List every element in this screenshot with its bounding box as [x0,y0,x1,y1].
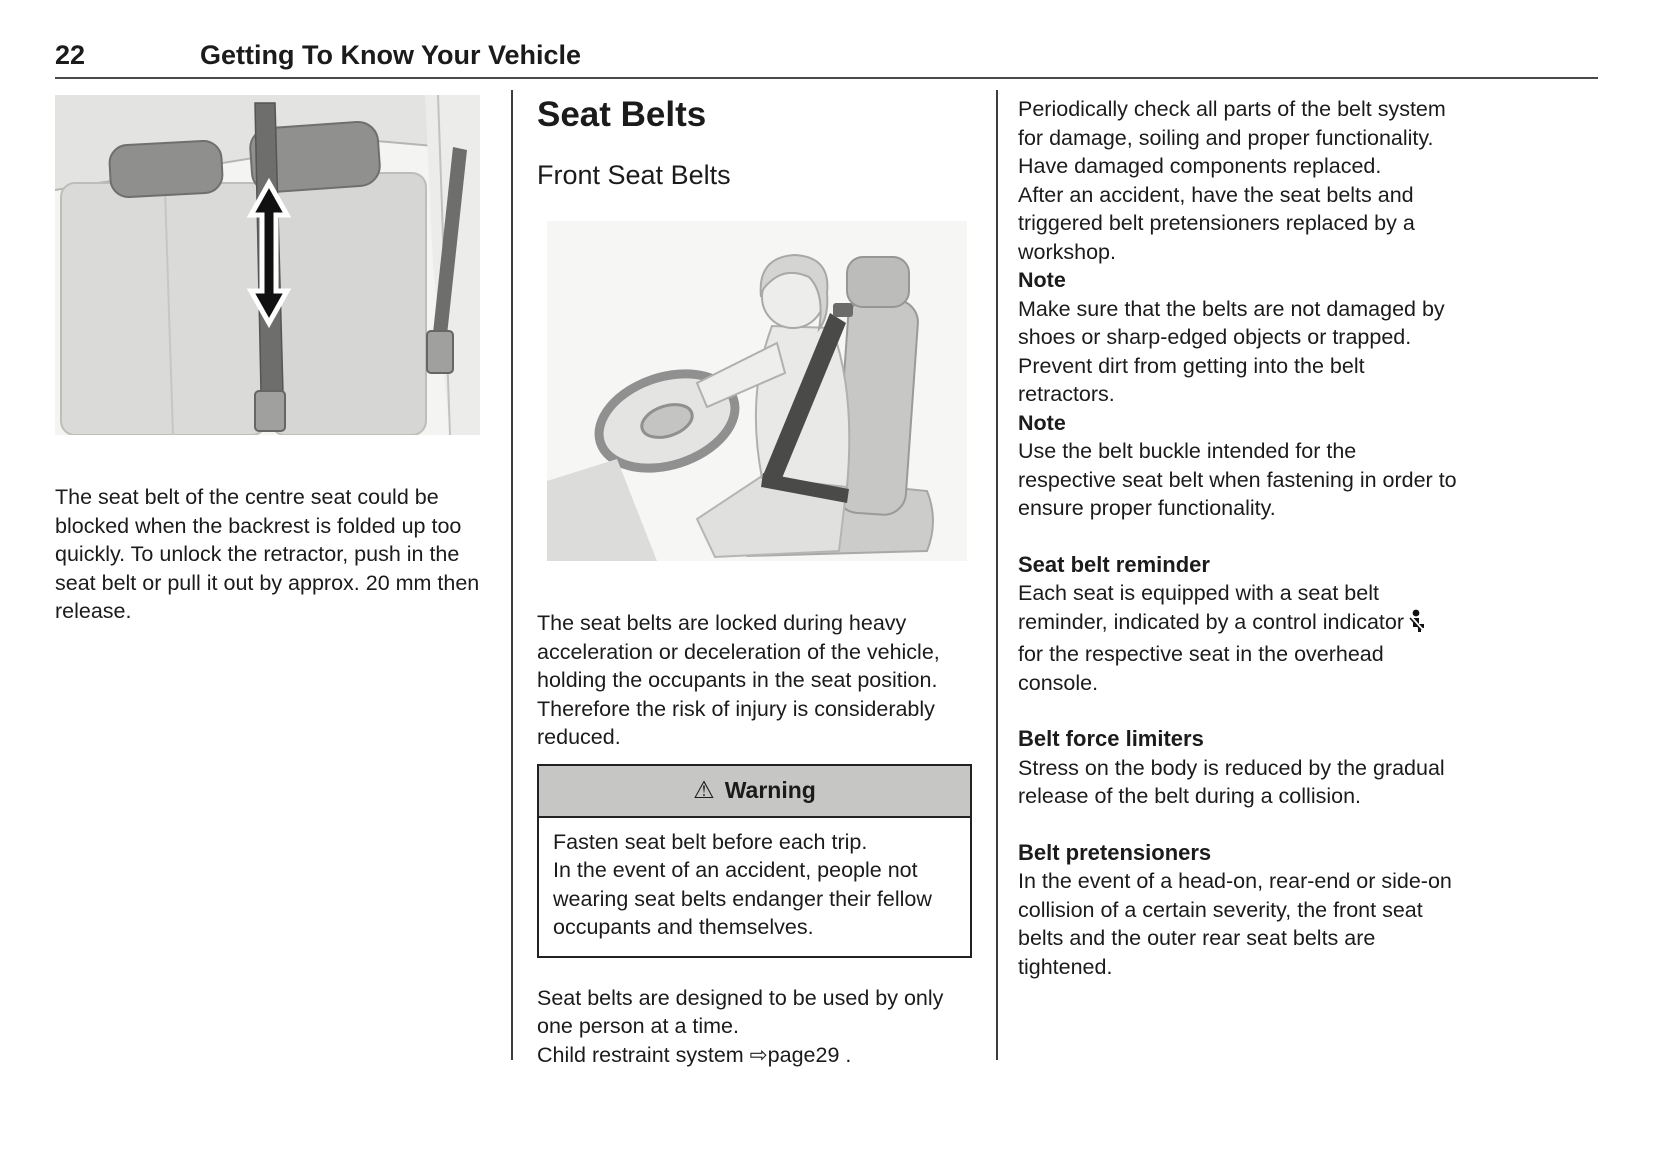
warning-header [539,766,970,818]
child-restraint-reference[interactable]: Child restraint system ⇨page29 . [537,1042,852,1067]
middle-column [537,95,972,1069]
belt-force-limiters-paragraph: Stress on the body is reduced by the gradual release of the belt during a collision. [1018,755,1445,808]
warning-body [539,818,970,956]
reminder-text-before: Each seat is equipped with a seat belt reminder, indicated by a control indicator [1018,581,1405,634]
warning-title: Warning [724,777,816,803]
belt-pretensioners-paragraph: In the event of a head-on, rear-end or side-on collision of a certain severity, the front seat belts and the outer rear seat belts are tightened. [1018,869,1452,979]
warning-line: In the event of an accident, people not wearing seat belts endanger their fellow occupants and themselves. [553,858,932,939]
note-label: Note [1018,410,1066,435]
belt-check-line: After an accident, have the seat belts and triggered belt pretensioners replaced by a workshop. [1018,182,1415,264]
header-rule [55,77,1598,79]
belt-pretensioners-heading: Belt pretensioners [1018,839,1212,865]
page-number: 22 [55,40,86,70]
right-column [1018,95,1458,981]
seat-belt-reminder-heading: Seat belt reminder [1018,551,1210,577]
page-title: Getting To Know Your Vehicle [200,40,582,70]
rear-seat-belt-illustration [55,95,490,435]
usage-paragraph [537,984,972,1070]
belt-force-limiters-heading: Belt force limiters [1018,726,1204,751]
warning-box [537,764,972,958]
seat-belt-reminder-icon [1408,609,1426,641]
seat-belts-heading: Seat Belts [537,95,707,134]
driver-seat-belt-illustration [547,221,972,561]
left-column [55,95,490,626]
single-person-line: Seat belts are designed to be used by only one person at a time. [537,985,944,1038]
seat-belt-reminder-paragraph [1018,579,1458,697]
note-label: Note [1018,268,1066,292]
centre-seat-paragraph: The seat belt of the centre seat could be blocked when the backrest is folded up too quickly. To unlock the retractor, push in the seat belt or pull it out by approx. 20 mm then release. [55,485,480,623]
warning-icon: ⚠ [693,777,715,804]
column-divider-right [996,90,998,1060]
warning-line: Fasten seat belt before each trip. [553,829,868,854]
note-paragraph: Make sure that the belts are not damaged by shoes or sharp-edged objects or trapped. Prevent dirt from getting into the belt retractors. [1018,296,1445,406]
seatbelt-function-paragraph: The seat belts are locked during heavy acceleration or deceleration of the vehicle, holding the occupants in the seat position. Therefore the risk of injury is considerably reduced. [537,611,940,749]
reminder-text-after: for the respective seat in the overhead console. [1018,642,1384,695]
front-seat-belts-subheading: Front Seat Belts [537,160,731,190]
belt-check-line: Have damaged components replaced. [1018,154,1382,178]
note-paragraph: Use the belt buckle intended for the respective seat belt when fastening in order to ensure proper functionality. [1018,439,1457,520]
belt-check-line: Periodically check all parts of the belt system for damage, soiling and proper functionality. [1018,97,1446,150]
column-divider-left [511,90,513,1060]
